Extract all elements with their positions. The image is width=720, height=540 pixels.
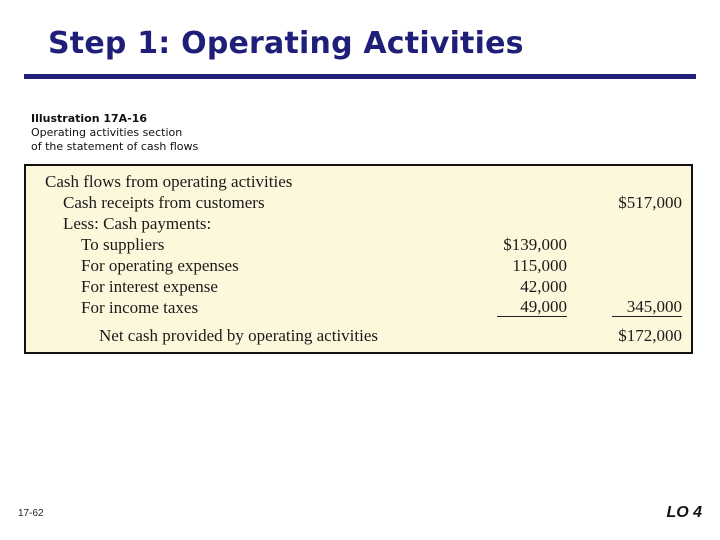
payments-total: 345,000 [612,298,682,317]
receipts-label: Cash receipts from customers [63,193,265,212]
payment-row [26,235,691,255]
payment-label: For operating expenses [81,256,239,275]
net-cash-total: $172,000 [618,326,682,345]
learning-objective-label: LO 4 [666,504,702,521]
payment-label: For interest expense [81,277,218,296]
slide-number: 17-62 [18,508,44,519]
cash-flow-statement [24,164,693,354]
caption-line-2: of the statement of cash flows [31,140,199,153]
payment-amount: $139,000 [503,235,567,254]
illustration-caption [31,112,198,154]
payment-row [26,298,691,318]
payment-row [26,277,691,297]
caption-line-1: Operating activities section [31,126,183,139]
statement-heading-row [26,172,691,192]
net-cash-row [26,326,691,346]
payment-amount: 42,000 [520,277,567,296]
caption-title: Illustration 17A-16 [31,112,148,125]
payments-heading: Less: Cash payments: [63,214,212,233]
statement-heading: Cash flows from operating activities [45,172,293,191]
payments-heading-row [26,214,691,234]
payment-amount: 49,000 [497,298,567,317]
payment-row [26,256,691,276]
title-underline [24,74,696,79]
receipts-row [26,193,691,213]
receipts-total: $517,000 [618,193,682,212]
net-cash-label: Net cash provided by operating activities [99,326,378,345]
slide-title: Step 1: Operating Activities [48,26,524,61]
payment-label: To suppliers [81,235,165,254]
payment-label: For income taxes [81,298,199,317]
payment-amount: 115,000 [512,256,567,275]
